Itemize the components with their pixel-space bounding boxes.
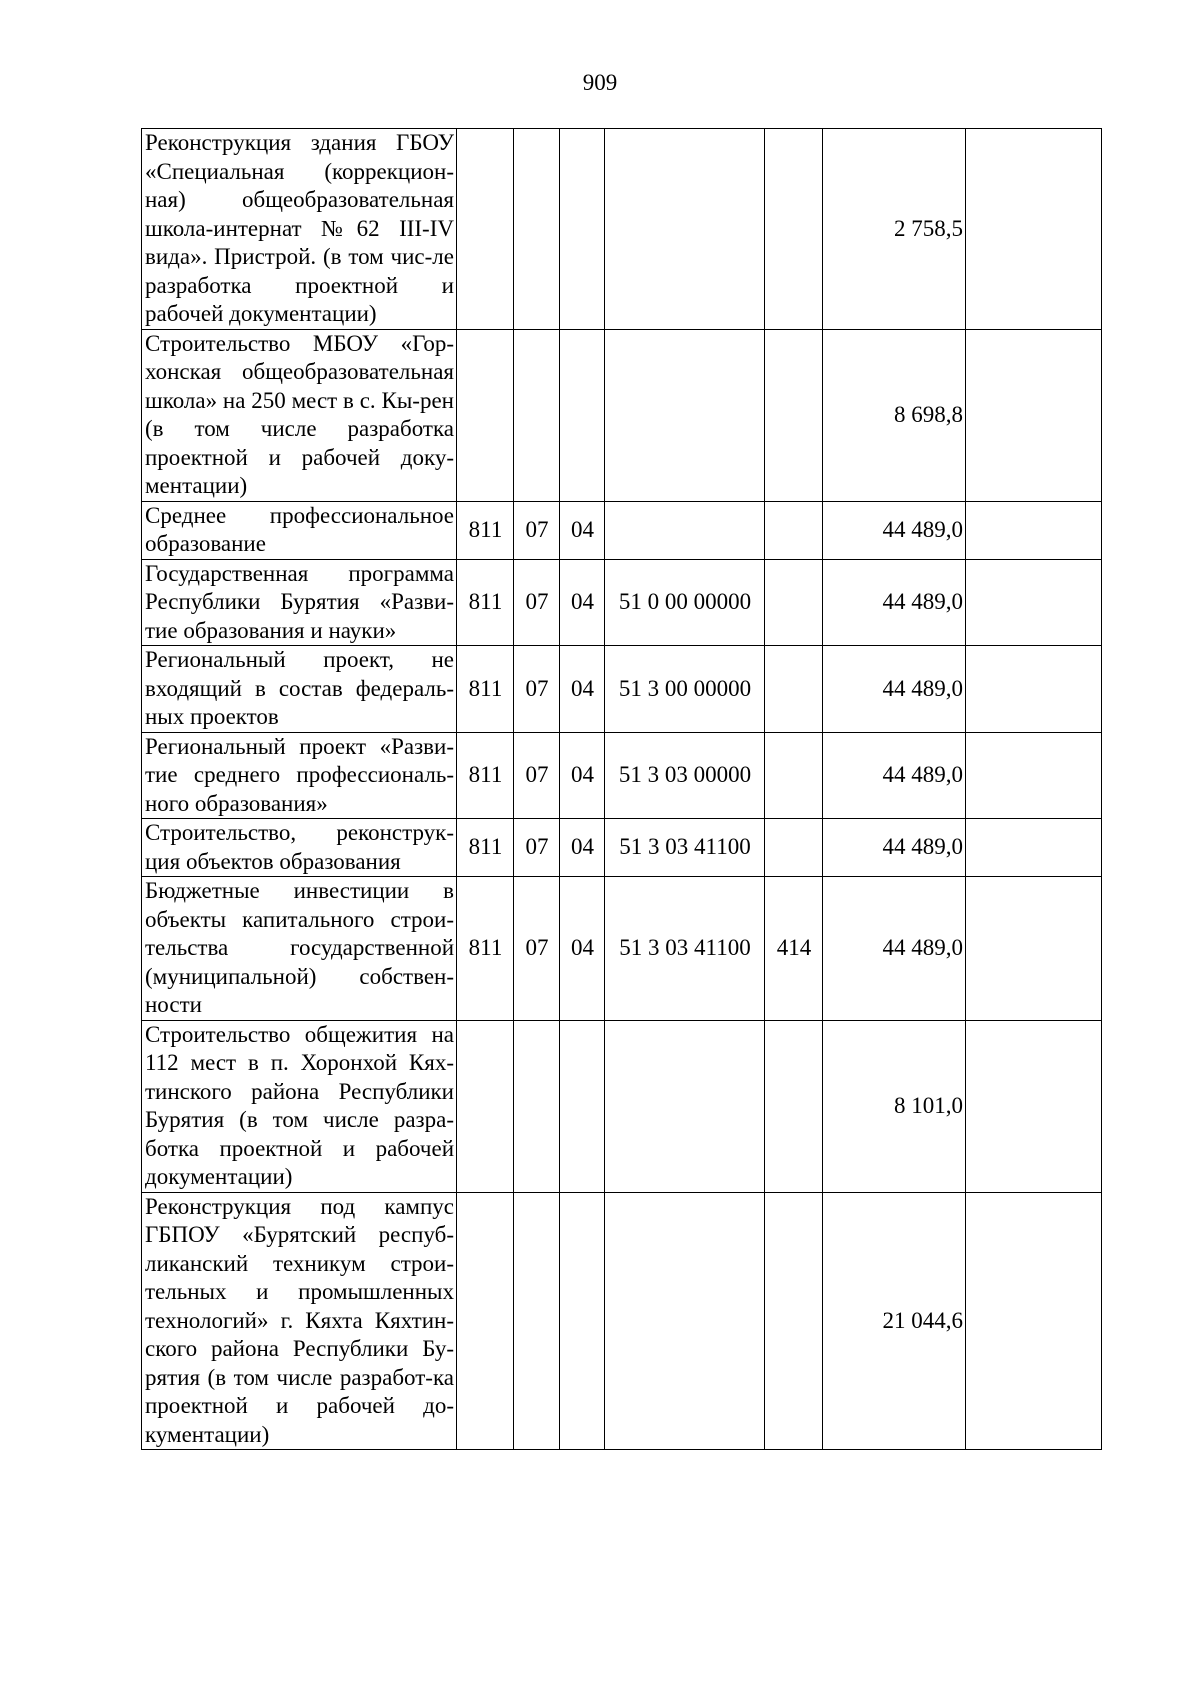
row-target-article xyxy=(605,1020,765,1192)
table-row xyxy=(142,501,1102,559)
row-name: Строительство, реконструк-ция объектов образования xyxy=(142,819,457,877)
row-subsection-code: 04 xyxy=(560,501,605,559)
row-name: Региональный проект «Разви-тие среднего профессиональ-ного образования» xyxy=(142,732,457,819)
row-ministry-code xyxy=(457,1192,514,1450)
row-name: Бюджетные инвестиции в объекты капитального строи-тельства государственной (муниципальной) собствен-ности xyxy=(142,877,457,1021)
row-subsection-code xyxy=(560,1192,605,1450)
row-ministry-code: 811 xyxy=(457,819,514,877)
budget-table xyxy=(141,128,1102,1450)
row-amount: 44 489,0 xyxy=(823,819,966,877)
row-amount: 44 489,0 xyxy=(823,732,966,819)
row-extra xyxy=(966,646,1102,733)
table-row xyxy=(142,732,1102,819)
row-expense-type xyxy=(765,559,823,646)
row-amount: 44 489,0 xyxy=(823,501,966,559)
row-section-code: 07 xyxy=(514,559,560,646)
row-amount: 44 489,0 xyxy=(823,646,966,733)
row-target-article: 51 3 03 00000 xyxy=(605,732,765,819)
row-target-article xyxy=(605,329,765,501)
table-row xyxy=(142,646,1102,733)
row-extra xyxy=(966,1192,1102,1450)
row-section-code: 07 xyxy=(514,819,560,877)
row-target-article xyxy=(605,501,765,559)
row-section-code: 07 xyxy=(514,646,560,733)
row-target-article xyxy=(605,129,765,330)
row-section-code xyxy=(514,329,560,501)
row-section-code xyxy=(514,129,560,330)
row-extra xyxy=(966,559,1102,646)
row-expense-type xyxy=(765,646,823,733)
row-amount: 8 101,0 xyxy=(823,1020,966,1192)
row-ministry-code: 811 xyxy=(457,646,514,733)
row-ministry-code xyxy=(457,129,514,330)
row-amount: 2 758,5 xyxy=(823,129,966,330)
row-subsection-code: 04 xyxy=(560,819,605,877)
row-extra xyxy=(966,819,1102,877)
row-section-code xyxy=(514,1020,560,1192)
row-amount: 44 489,0 xyxy=(823,559,966,646)
table-row xyxy=(142,1020,1102,1192)
row-expense-type xyxy=(765,1020,823,1192)
row-extra xyxy=(966,877,1102,1021)
row-target-article: 51 3 03 41100 xyxy=(605,819,765,877)
row-ministry-code: 811 xyxy=(457,559,514,646)
row-name: Государственная программа Республики Бурятия «Разви-тие образования и науки» xyxy=(142,559,457,646)
row-expense-type xyxy=(765,501,823,559)
row-subsection-code xyxy=(560,129,605,330)
row-section-code: 07 xyxy=(514,501,560,559)
row-target-article: 51 3 03 41100 xyxy=(605,877,765,1021)
row-amount: 21 044,6 xyxy=(823,1192,966,1450)
row-extra xyxy=(966,732,1102,819)
row-expense-type xyxy=(765,819,823,877)
row-subsection-code xyxy=(560,1020,605,1192)
row-expense-type xyxy=(765,1192,823,1450)
row-ministry-code: 811 xyxy=(457,732,514,819)
row-subsection-code xyxy=(560,329,605,501)
row-name: Реконструкция под кампус ГБПОУ «Бурятский респуб-ликанский техникум строи-тельных и промышленных технологий» г. Кяхта Кяхтин-ского района Республики Бу-рятия (в том числе разработ-ка проектной и рабочей до-кументации) xyxy=(142,1192,457,1450)
row-expense-type xyxy=(765,329,823,501)
row-ministry-code: 811 xyxy=(457,501,514,559)
row-amount: 8 698,8 xyxy=(823,329,966,501)
table-row xyxy=(142,559,1102,646)
row-expense-type xyxy=(765,129,823,330)
row-subsection-code: 04 xyxy=(560,646,605,733)
row-expense-type: 414 xyxy=(765,877,823,1021)
row-extra xyxy=(966,501,1102,559)
row-ministry-code xyxy=(457,329,514,501)
row-amount: 44 489,0 xyxy=(823,877,966,1021)
row-section-code xyxy=(514,1192,560,1450)
table-row xyxy=(142,1192,1102,1450)
table-row xyxy=(142,877,1102,1021)
row-extra xyxy=(966,1020,1102,1192)
table-row xyxy=(142,819,1102,877)
row-target-article: 51 3 00 00000 xyxy=(605,646,765,733)
table-row xyxy=(142,129,1102,330)
row-extra xyxy=(966,129,1102,330)
row-expense-type xyxy=(765,732,823,819)
row-subsection-code: 04 xyxy=(560,877,605,1021)
row-name: Строительство МБОУ «Гор-хонская общеобразовательная школа» на 250 мест в с. Кы-рен (в том числе разработка проектной и рабочей доку-ментации) xyxy=(142,329,457,501)
page-number: 909 xyxy=(582,70,618,95)
row-name: Среднее профессиональное образование xyxy=(142,501,457,559)
table-row xyxy=(142,329,1102,501)
row-name: Строительство общежития на 112 мест в п. Хоронхой Кях-тинского района Республики Бурятия (в том числе разра-ботка проектной и рабочей документации) xyxy=(142,1020,457,1192)
row-target-article xyxy=(605,1192,765,1450)
row-section-code: 07 xyxy=(514,732,560,819)
row-subsection-code: 04 xyxy=(560,732,605,819)
row-name: Реконструкция здания ГБОУ «Специальная (коррекцион-ная) общеобразовательная школа-интернат №62 III-IV вида». Пристрой. (в том чис-ле разработка проектной и рабочей документации) xyxy=(142,129,457,330)
row-extra xyxy=(966,329,1102,501)
row-ministry-code xyxy=(457,1020,514,1192)
row-section-code: 07 xyxy=(514,877,560,1021)
row-ministry-code: 811 xyxy=(457,877,514,1021)
row-subsection-code: 04 xyxy=(560,559,605,646)
row-target-article: 51 0 00 00000 xyxy=(605,559,765,646)
row-name: Региональный проект, не входящий в состав федераль-ных проектов xyxy=(142,646,457,733)
